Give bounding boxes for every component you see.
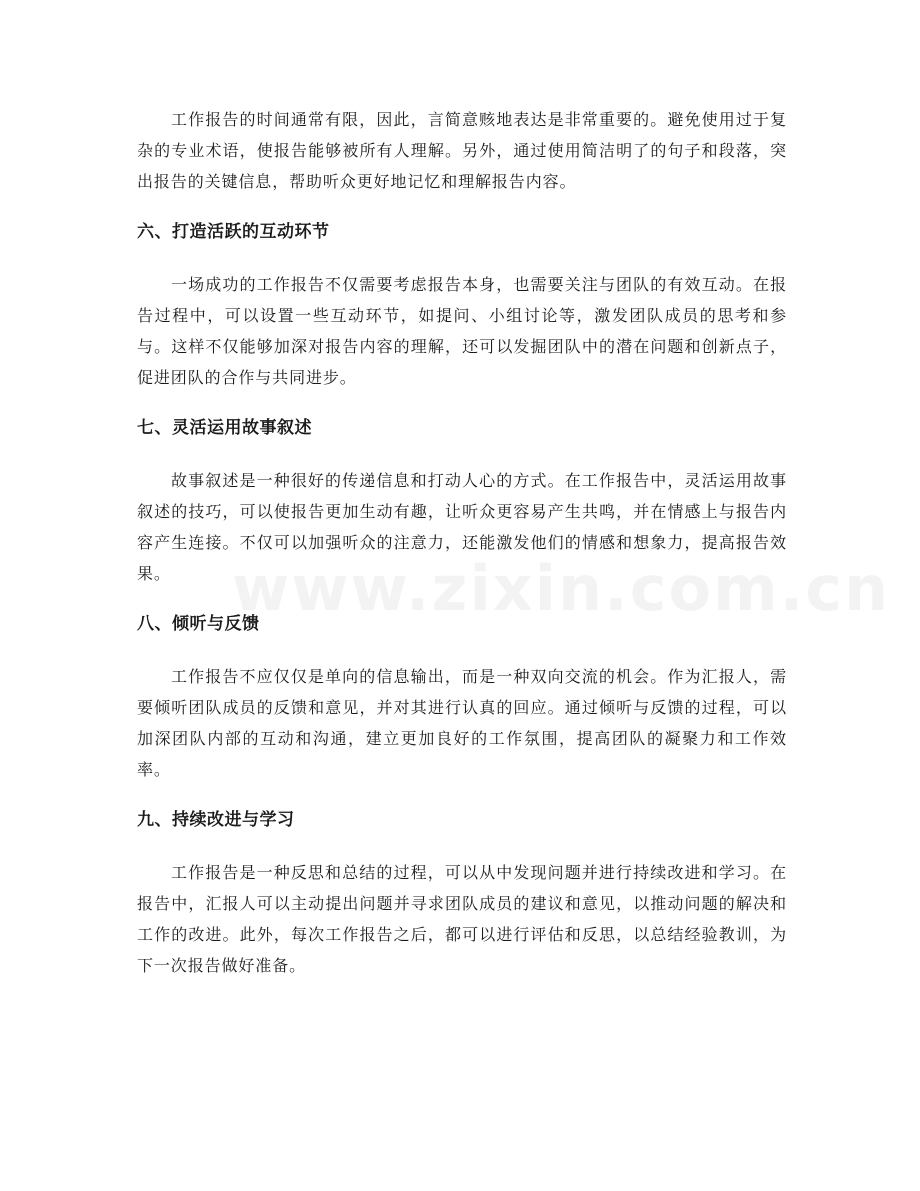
section-heading-8: 八、倾听与反馈	[137, 614, 260, 634]
section-heading-6: 六、打造活跃的互动环节	[137, 222, 330, 242]
intro-paragraph: 工作报告的时间通常有限，因此，言简意赅地表达是非常重要的。避免使用过于复杂的专业术语，使报告能够被所有人理解。另外，通过使用简洁明了的句子和段落，突出报告的关键信息，帮助听众更好地记忆和理解报告内容。	[137, 110, 787, 191]
section-heading-7: 七、灵活运用故事叙述	[137, 418, 312, 438]
section-body-7: 故事叙述是一种很好的传递信息和打动人心的方式。在工作报告中，灵活运用故事叙述的技巧，可以使报告更加生动有趣，让听众更容易产生共鸣，并在情感上与报告内容产生连接。不仅可以加强听众的注意力，还能激发他们的情感和想象力，提高报告效果。	[137, 471, 787, 583]
document-body	[137, 104, 787, 981]
section-body-9: 工作报告是一种反思和总结的过程，可以从中发现问题并进行持续改进和学习。在报告中，汇报人可以主动提出问题并寻求团队成员的建议和意见，以推动问题的解决和工作的改进。此外，每次工作报告之后，都可以进行评估和反思，以总结经验教训，为下一次报告做好准备。	[137, 863, 787, 975]
section-body-8: 工作报告不应仅仅是单向的信息输出，而是一种双向交流的机会。作为汇报人，需要倾听团队成员的反馈和意见，并对其进行认真的回应。通过倾听与反馈的过程，可以加深团队内部的互动和沟通，建立更加良好的工作氛围，提高团队的凝聚力和工作效率。	[137, 667, 787, 779]
section-body-6: 一场成功的工作报告不仅需要考虑报告本身，也需要关注与团队的有效互动。在报告过程中，可以设置一些互动环节，如提问、小组讨论等，激发团队成员的思考和参与。这样不仅能够加深对报告内容的理解，还可以发掘团队中的潜在问题和创新点子，促进团队的合作与共同进步。	[137, 275, 787, 387]
section-heading-9: 九、持续改进与学习	[137, 810, 295, 830]
